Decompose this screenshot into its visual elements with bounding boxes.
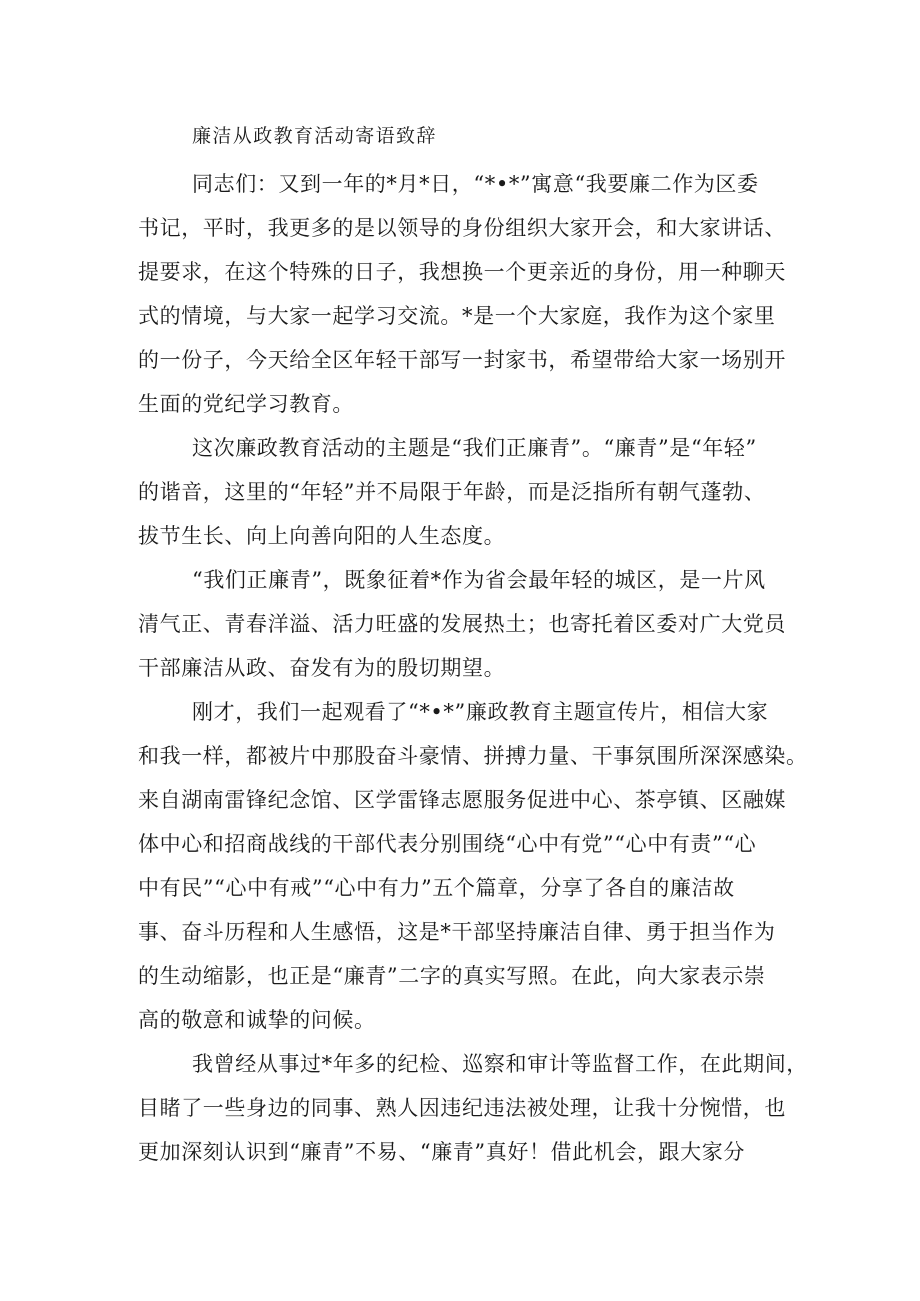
paragraph-line: 更加深刻认识到“廉青”不易、“廉青”真好！借此机会，跟大家分 (138, 1140, 745, 1164)
paragraph-line: 高的敬意和诚挚的问候。 (138, 1008, 376, 1032)
paragraph-line: 书记，平时，我更多的是以领导的身份组织大家开会，和大家讲话、 (138, 216, 786, 240)
paragraph-line: 的一份子，今天给全区年轻干部写一封家书，希望带给大家一场别开 (138, 348, 786, 372)
paragraph-line: 刚才，我们一起观看了“*•*”廉政教育主题宣传片，相信大家 (192, 700, 769, 724)
paragraph-line: 的生动缩影，也正是“廉青”二字的真实写照。在此，向大家表示崇 (138, 964, 766, 988)
paragraph-line: 生面的党纪学习教育。 (138, 392, 354, 416)
paragraph-line: 中有民”“心中有戒”“心中有力”五个篇章，分享了各自的廉洁故 (138, 876, 735, 900)
paragraph-line: 事、奋斗历程和人生感悟，这是*干部坚持廉洁自律、勇于担当作为 (138, 920, 776, 944)
paragraph-symbol (138, 558, 788, 690)
paragraph-line: 拔节生长、向上向善向阳的人生态度。 (138, 524, 506, 548)
paragraph-line: 同志们：又到一年的*月*日，“*•*”寓意“我要廉二作为区委 (192, 172, 759, 196)
paragraph-line: 的谐音，这里的“年轻”并不局限于年龄，而是泛指所有朝气蓬勃、 (138, 480, 766, 504)
paragraph-line: 和我一样，都被片中那股奋斗豪情、拼搏力量、干事氛围所深深感染。 (138, 744, 808, 768)
paragraph-film (138, 690, 808, 1042)
paragraph-supervision (138, 1042, 808, 1174)
paragraph-line: 提要求，在这个特殊的日子，我想换一个更亲近的身份，用一种聊天 (138, 260, 786, 284)
paragraph-greeting (138, 162, 788, 426)
paragraph-line: 来自湖南雷锋纪念馆、区学雷锋志愿服务促进中心、茶亭镇、区融媒 (138, 788, 786, 812)
paragraph-line: 体中心和招商战线的干部代表分别围绕“心中有党”“心中有责”“心 (138, 832, 757, 856)
paragraph-line: “我们正廉青”，既象征着*作为省会最年轻的城区，是一片风 (192, 568, 766, 592)
paragraph-line: 我曾经从事过*年多的纪检、巡察和审计等监督工作，在此期间， (192, 1052, 808, 1076)
paragraph-line: 式的情境，与大家一起学习交流。*是一个大家庭，我作为这个家里 (138, 304, 776, 328)
paragraph-line: 干部廉洁从政、奋发有为的殷切期望。 (138, 656, 506, 680)
paragraph-line: 这次廉政教育活动的主题是“我们正廉青”。“廉青”是“年轻” (192, 436, 757, 460)
paragraph-theme (138, 426, 788, 558)
document-title: 廉洁从政教育活动寄语致辞 (192, 125, 437, 147)
paragraph-line: 清气正、青春洋溢、活力旺盛的发展热土；也寄托着区委对广大党员 (138, 612, 786, 636)
paragraph-line: 目睹了一些身边的同事、熟人因违纪违法被处理，让我十分惋惜，也 (138, 1096, 786, 1120)
